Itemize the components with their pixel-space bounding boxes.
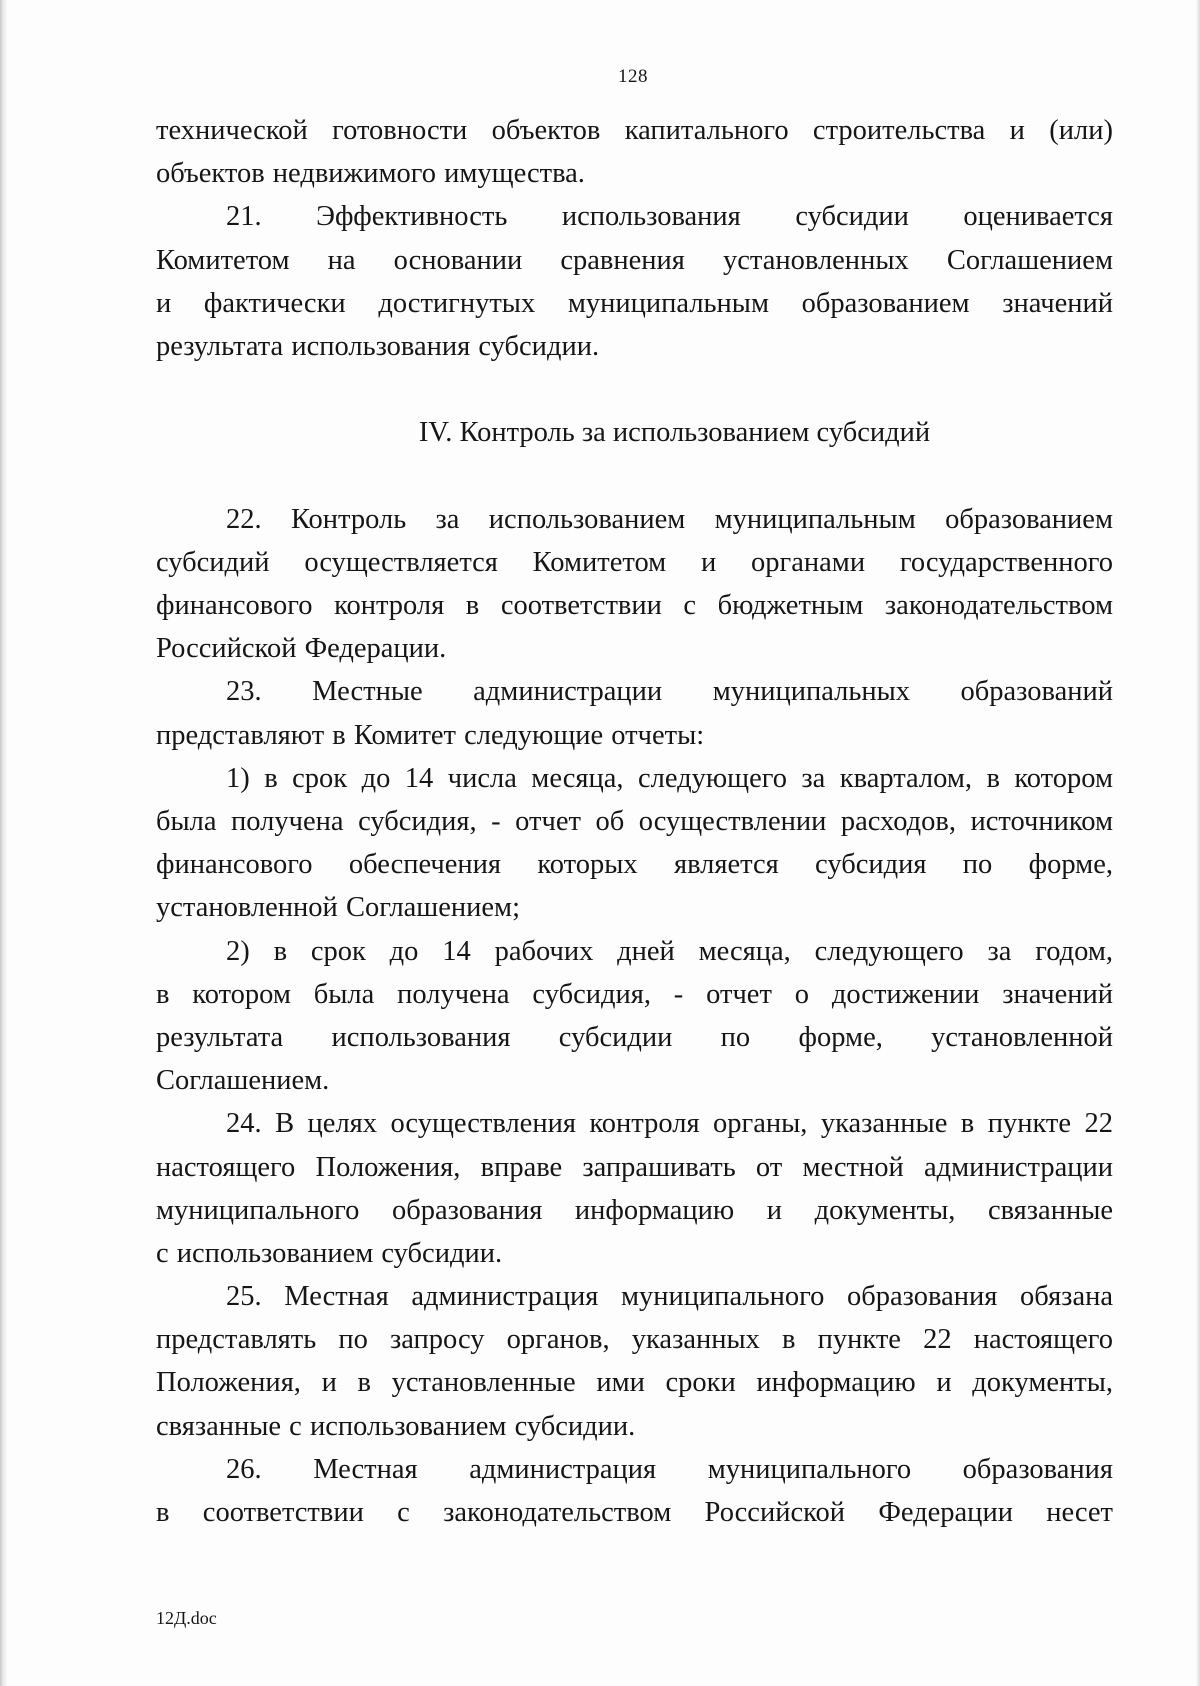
text-line: финансового контроля в соответствии с бюджетным законодательством [156,590,1113,622]
text-line: результата использования субсидии. [156,330,600,362]
text-line: 22. Контроль за использованием муниципальным образованием [226,503,1113,535]
text-line: 26. Местная администрация муниципального образования [226,1453,1113,1485]
text-line: субсидий осуществляется Комитетом и органами государственного [156,546,1113,578]
text-line: 1) в срок до 14 числа месяца, следующего за кварталом, в котором [226,762,1113,794]
text-line: с использованием субсидии. [156,1237,503,1269]
document-body [156,109,1113,1534]
text-line: 2) в срок до 14 рабочих дней месяца, следующего за годом, [226,935,1113,967]
text-line: Комитетом на основании сравнения установленных Соглашением [156,244,1113,276]
text-line: была получена субсидия, - отчет об осуществлении расходов, источником [156,806,1113,837]
spacer [156,368,1113,411]
text-line: и фактически достигнутых муниципальным образованием значений [156,287,1113,319]
scan-edge-right [1196,0,1200,1686]
text-line: Положения, и в установленные ими сроки информацию и документы, [156,1367,1113,1399]
text-line: настоящего Положения, вправе запрашивать от местной администрации [156,1151,1113,1183]
text-line: Российской Федерации. [156,633,447,665]
section-heading: IV. Контроль за использованием субсидий [418,417,931,449]
text-line: связанные с использованием субсидии. [156,1410,636,1442]
text-line: в котором была получена субсидия, - отчет о достижении значений [156,978,1113,1010]
text-line: 25. Местная администрация муниципального образования обязана [226,1281,1113,1313]
text-line: 23. Местные администрации муниципальных образований [226,676,1113,708]
text-line: в соответствии с законодательством Российской Федерации несет [156,1497,1113,1528]
text-line: объектов недвижимого имущества. [156,158,585,190]
text-line: муниципального образования информацию и документы, связанные [156,1194,1113,1226]
text-line: Соглашением. [156,1065,330,1097]
text-line: представляют в Комитет следующие отчеты: [156,719,705,751]
text-line: финансового обеспечения которых является субсидия по форме, [156,849,1113,881]
text-line: 21. Эффективность использования субсидии оценивается [226,201,1113,233]
text-line: представлять по запросу органов, указанных в пункте 22 настоящего [156,1324,1113,1356]
spacer [156,455,1113,498]
footer-filename: 12Д.doc [156,1608,217,1628]
text-line: технической готовности объектов капитального строительства и (или) [156,115,1113,146]
text-line: установленной Соглашением; [156,892,521,924]
page-number: 128 [618,66,648,87]
scan-edge-left [0,0,8,1686]
text-line: результата использования субсидии по форме, установленной [156,1021,1113,1053]
text-line: 24. В целях осуществления контроля органы, указанные в пункте 22 [226,1108,1113,1140]
